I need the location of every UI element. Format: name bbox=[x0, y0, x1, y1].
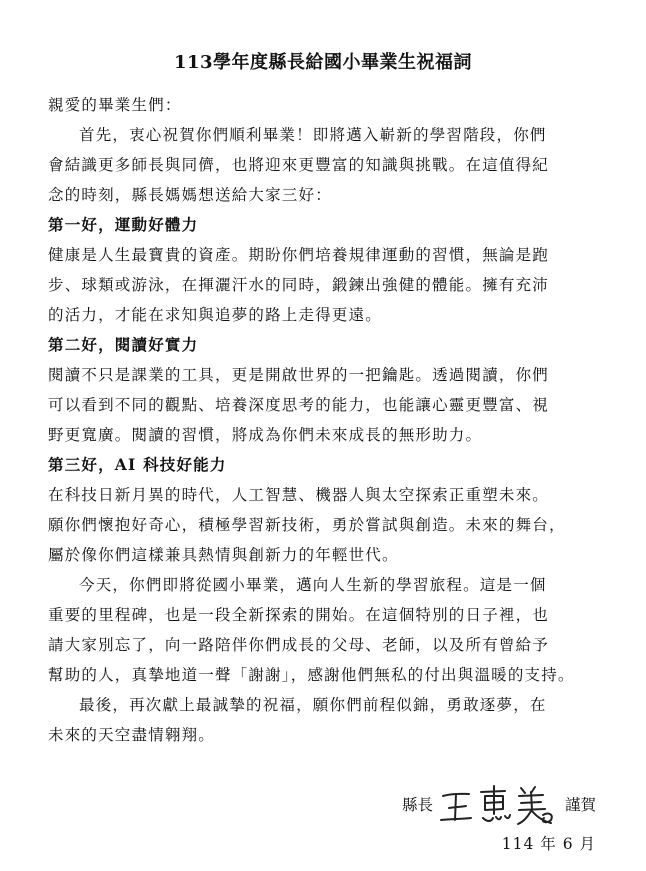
signature-block bbox=[402, 782, 596, 826]
paragraph-line: 可以看到不同的觀點、培養深度思考的能力，也能讓心靈更豐富、視 bbox=[48, 396, 550, 414]
paragraph-line: 步、球類或游泳，在揮灑汗水的同時，鍛鍊出強健的體能。擁有充沛 bbox=[48, 276, 550, 294]
paragraph-line: 願你們懷抱好奇心，積極學習新技術，勇於嘗試與創造。未來的舞台， bbox=[48, 516, 566, 534]
document-body bbox=[48, 90, 596, 750]
paragraph-line: 未來的天空盡情翱翔。 bbox=[48, 726, 216, 744]
paragraph-line: 今天，你們即將從國小畢業，邁向人生新的學習旅程。這是一個 bbox=[79, 576, 547, 594]
paragraph-line: 屬於像你們這樣兼具熱情與創新力的年輕世代。 bbox=[48, 546, 399, 564]
signer-title: 縣長 bbox=[401, 796, 433, 814]
section-heading: 第一好，運動好體力 bbox=[48, 215, 199, 234]
paragraph-line: 在科技日新月異的時代，人工智慧、機器人與太空探索正重塑未來。 bbox=[48, 486, 550, 504]
paragraph-line: 閱讀不只是課業的工具，更是開啟世界的一把鑰匙。透過閱讀，你們 bbox=[48, 366, 550, 384]
paragraph-line: 幫助的人，真摯地道一聲「謝謝」，感謝他們無私的付出與溫暖的支持。 bbox=[48, 666, 575, 684]
paragraph-line: 重要的里程碑，也是一段全新探索的開始。在這個特別的日子裡，也 bbox=[48, 606, 550, 624]
paragraph-line: 首先，衷心祝賀你們順利畢業！即將邁入嶄新的學習階段，你們 bbox=[79, 126, 547, 144]
paragraph-line: 親愛的畢業生們： bbox=[48, 96, 182, 114]
section-heading: 第三好，AI 科技好能力 bbox=[48, 455, 227, 474]
paragraph-line: 最後，再次獻上最誠摯的祝福，願你們前程似錦，勇敢逐夢，在 bbox=[79, 696, 547, 714]
handwritten-signature bbox=[439, 782, 559, 826]
paragraph-line: 念的時刻，縣長媽媽想送給大家三好： bbox=[48, 186, 332, 204]
document-title: 113學年度縣長給國小畢業生祝福詞 bbox=[173, 52, 473, 73]
section-heading: 第二好，閱讀好實力 bbox=[48, 335, 199, 354]
paragraph-line: 的活力，才能在求知與追夢的路上走得更遠。 bbox=[48, 306, 383, 324]
signer-closing: 謹賀 bbox=[564, 796, 596, 814]
paragraph-line: 會結識更多師長與同儕，也將迎來更豐富的知識與挑戰。在這值得紀 bbox=[48, 156, 550, 174]
paragraph-line: 野更寬廣。閱讀的習慣，將成為你們未來成長的無形助力。 bbox=[48, 426, 483, 444]
document-date: 114 年 6 月 bbox=[501, 835, 596, 853]
paragraph-line: 請大家別忘了，向一路陪伴你們成長的父母、老師，以及所有曾給予 bbox=[48, 636, 550, 654]
paragraph-line: 健康是人生最寶貴的資產。期盼你們培養規律運動的習慣，無論是跑 bbox=[48, 246, 550, 264]
